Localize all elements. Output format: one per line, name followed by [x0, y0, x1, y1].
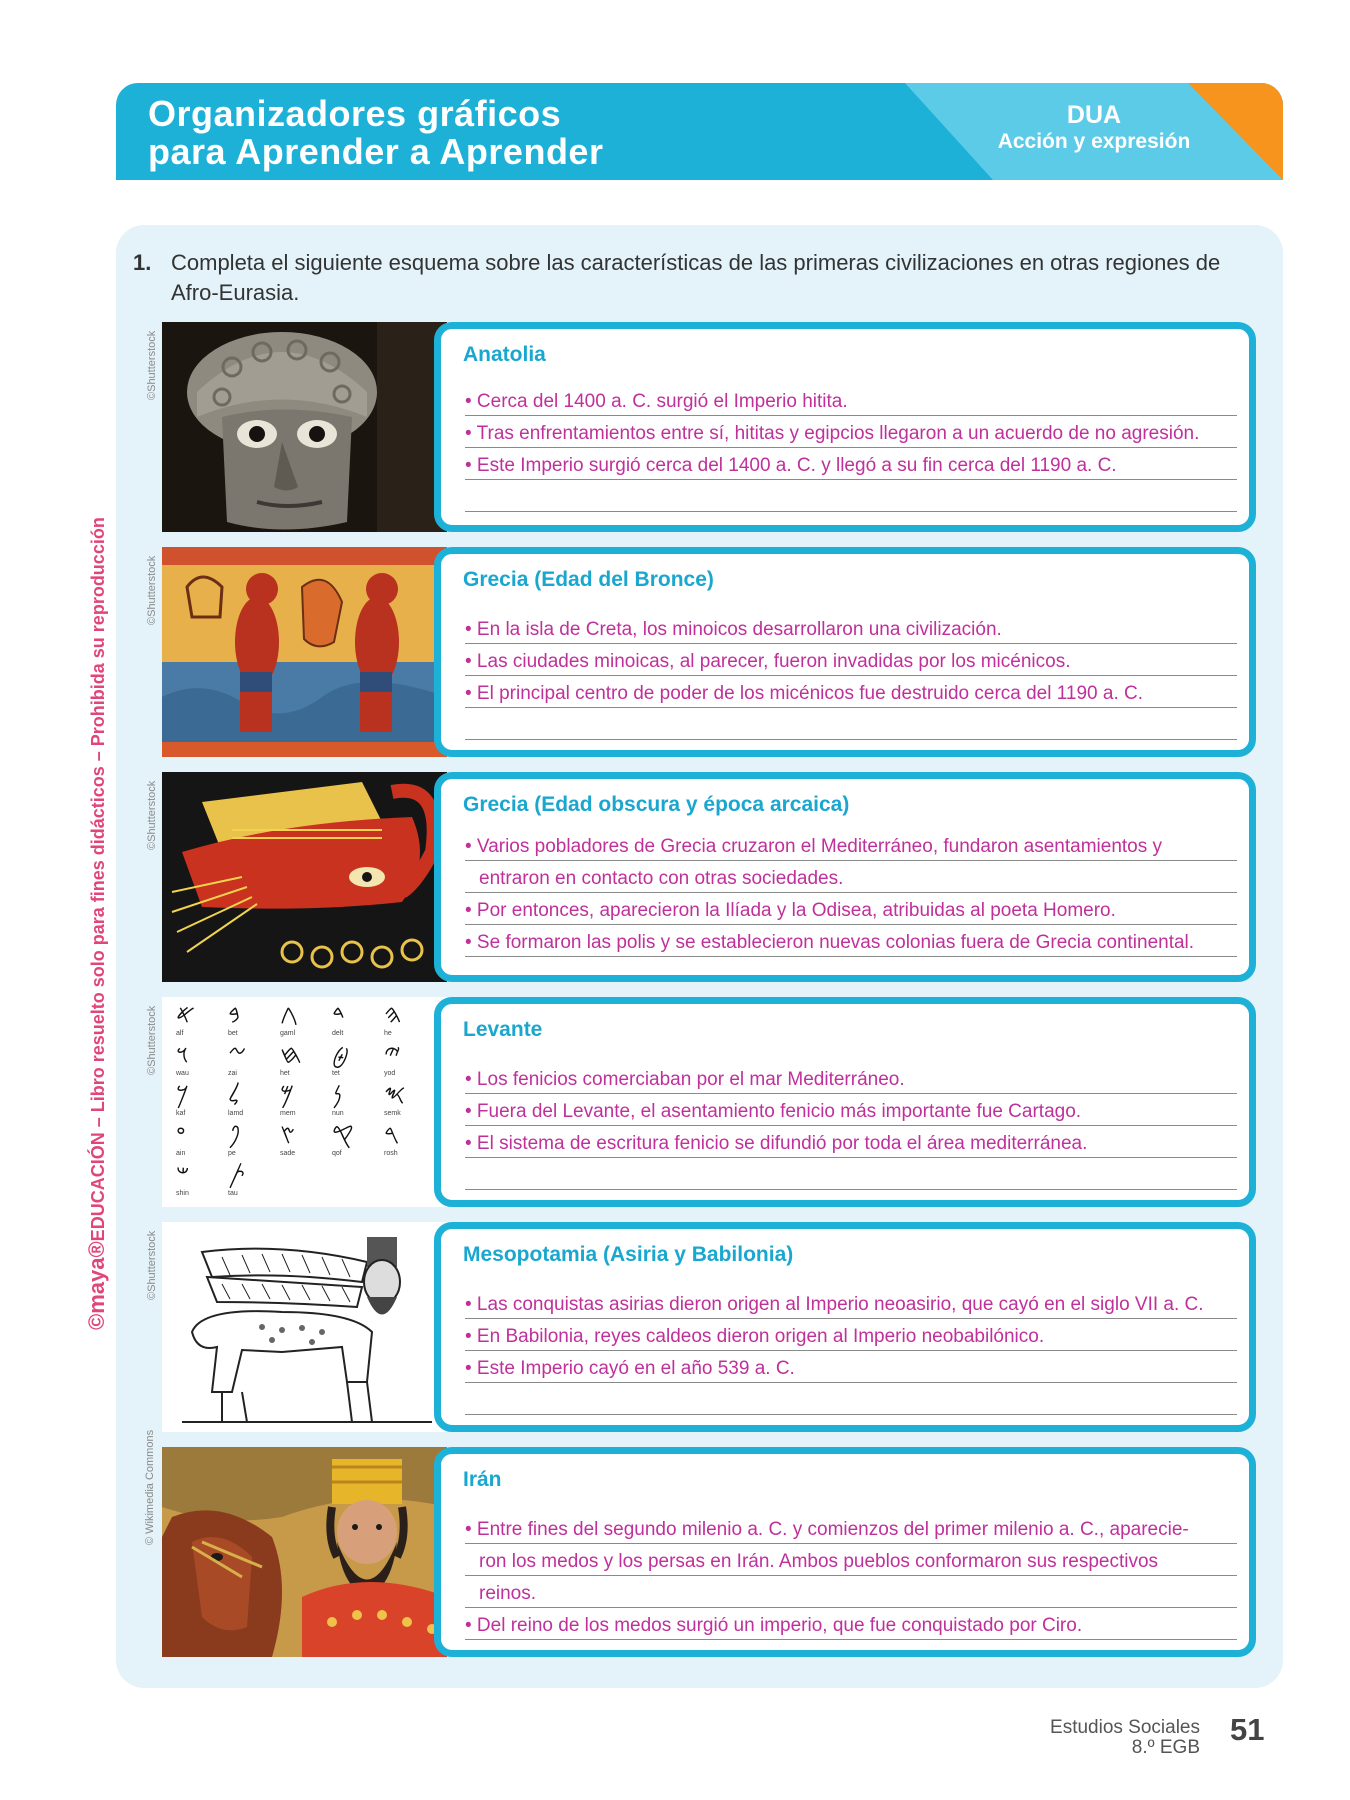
- letter-name: lamd: [228, 1110, 244, 1117]
- brand-logo: ©maya®: [84, 1241, 109, 1330]
- question: [133, 248, 1263, 308]
- page-title-line2: para Aprender a Aprender: [148, 131, 604, 172]
- section-title: Mesopotamia (Asiria y Babilonia): [463, 1243, 794, 1266]
- answer-lines: [465, 1287, 1237, 1415]
- letter-glyph: 𐤉: [384, 1040, 401, 1070]
- answer-line: • En la isla de Creta, los minoicos desarrollaron una civilización.: [465, 612, 1237, 644]
- letter-glyph: 𐤒: [332, 1120, 354, 1150]
- answer-line: • Este Imperio cayó en el año 539 a. C.: [465, 1351, 1237, 1383]
- answer-line: [465, 480, 1237, 512]
- page-title-line1: Organizadores gráficos: [148, 93, 562, 134]
- section-title: Grecia (Edad del Bronce): [463, 568, 714, 591]
- section-card-grecia-bronce: [434, 547, 1256, 757]
- answer-lines: [465, 1512, 1237, 1640]
- letter-name: mem: [280, 1110, 296, 1117]
- image-credit: © Wikimedia Commons: [144, 1429, 156, 1545]
- letter-name: yod: [384, 1070, 396, 1077]
- answer-line: • Del reino de los medos surgió un imperio, que fue conquistado por Ciro.: [465, 1608, 1237, 1640]
- letter-glyph: 𐤁: [228, 1000, 241, 1030]
- image-credit: ©Shutterstock: [146, 780, 158, 850]
- answer-line: • Se formaron las polis y se establecieron nuevas colonias fuera de Grecia continental.: [465, 925, 1237, 957]
- letter-name: delt: [332, 1030, 344, 1037]
- section-card-levante: [434, 997, 1256, 1207]
- letter-name: tet: [332, 1070, 340, 1077]
- minoan-fresco-image: [162, 547, 447, 757]
- greek-ship-image: [162, 772, 447, 982]
- letter-name: tau: [228, 1190, 238, 1197]
- answer-line: • El sistema de escritura fenicio se difundió por toda el área mediterránea.: [465, 1126, 1237, 1158]
- answer-lines: [465, 1062, 1237, 1190]
- lamassu-image: [162, 1222, 447, 1432]
- side-credit-text: EDUCACIÓN – Libro resuelto solo para fines didácticos – Prohibida su reproducción: [88, 517, 108, 1242]
- letter-glyph: 𐤔: [176, 1160, 190, 1190]
- alphabet-letter: [332, 1041, 384, 1081]
- image-credit: ©Shutterstock: [146, 1230, 158, 1300]
- letter-name: shin: [176, 1190, 189, 1197]
- answer-line: • Entre fines del segundo milenio a. C. y comienzos del primer milenio a. C., aparecie-: [465, 1512, 1237, 1544]
- answer-line: • Fuera del Levante, el asentamiento fenicio más importante fue Cartago.: [465, 1094, 1237, 1126]
- answer-line: • Las conquistas asirias dieron origen al Imperio neoasirio, que cayó en el siglo VII a. C.: [465, 1287, 1237, 1319]
- answer-line: [465, 708, 1237, 740]
- answer-line: • Cerca del 1400 a. C. surgió el Imperio hitita.: [465, 384, 1237, 416]
- alphabet-letter: [384, 1041, 436, 1081]
- alphabet-letter: [228, 1081, 280, 1121]
- answer-lines: [465, 384, 1237, 512]
- persian-king-image: [162, 1447, 447, 1657]
- alphabet-letter: [332, 1081, 384, 1121]
- answer-line: entraron en contacto con otras sociedades.: [465, 861, 1237, 893]
- answer-line: ron los medos y los persas en Irán. Ambos pueblos conformaron sus respectivos: [465, 1544, 1237, 1576]
- image-credit: ©Shutterstock: [146, 1005, 158, 1075]
- dua-title: DUA: [1066, 101, 1122, 129]
- alphabet-letter: [280, 1081, 332, 1121]
- section-card-mesopotamia: [434, 1222, 1256, 1432]
- letter-name: gaml: [280, 1030, 296, 1037]
- letter-name: pe: [228, 1150, 236, 1157]
- letter-name: het: [280, 1070, 290, 1077]
- answer-line: [465, 1158, 1237, 1190]
- question-number: 1.: [133, 250, 152, 275]
- alphabet-letter: [176, 1161, 228, 1201]
- letter-name: sade: [280, 1150, 296, 1157]
- letter-glyph: 𐤓: [384, 1120, 400, 1150]
- letter-glyph: 𐤎: [384, 1080, 406, 1110]
- section-card-iran: [434, 1447, 1256, 1657]
- letter-glyph: 𐤇: [280, 1040, 302, 1070]
- letter-glyph: 𐤌: [280, 1080, 295, 1110]
- letter-name: rosh: [384, 1150, 398, 1157]
- letter-name: zai: [228, 1070, 237, 1077]
- letter-glyph: 𐤊: [176, 1080, 190, 1110]
- alphabet-letter: [228, 1041, 280, 1081]
- alphabet-letter: [280, 1121, 332, 1161]
- page-title: [148, 95, 603, 171]
- question-text: Completa el siguiente esquema sobre las características de las primeras civilizaciones en otras regiones de Afro-Eurasia.: [171, 250, 1221, 305]
- dua-label: [964, 101, 1224, 155]
- alphabet-letter: [176, 1041, 228, 1081]
- letter-name: qof: [332, 1150, 342, 1157]
- image-credit: ©Shutterstock: [146, 555, 158, 625]
- image-credit: ©Shutterstock: [146, 330, 158, 400]
- grade-label: 8.º EGB: [1131, 1737, 1200, 1758]
- letter-name: he: [384, 1030, 392, 1037]
- hittite-head-image: [162, 322, 447, 532]
- answer-line: • El principal centro de poder de los micénicos fue destruido cerca del 1190 a. C.: [465, 676, 1237, 708]
- answer-lines: [465, 829, 1237, 957]
- letter-name: semk: [384, 1110, 401, 1117]
- alphabet-grid: [176, 1001, 441, 1201]
- letter-name: kaf: [176, 1110, 186, 1117]
- alphabet-letter: [384, 1081, 436, 1121]
- section-title: Levante: [463, 1018, 543, 1041]
- letter-name: bet: [228, 1030, 238, 1037]
- subject-name: Estudios Sociales: [1050, 1717, 1200, 1738]
- answer-line: • Este Imperio surgió cerca del 1400 a. C. y llegó a su fin cerca del 1190 a. C.: [465, 448, 1237, 480]
- letter-name: wau: [176, 1070, 189, 1077]
- answer-line: • Varios pobladores de Grecia cruzaron el Mediterráneo, fundaron asentamientos y: [465, 829, 1237, 861]
- header-banner: [116, 83, 1283, 180]
- alphabet-letter: [228, 1001, 280, 1041]
- letter-name: ain: [176, 1150, 186, 1157]
- alphabet-letter: [176, 1121, 228, 1161]
- letter-glyph: 𐤍: [332, 1080, 342, 1110]
- letter-name: nun: [332, 1110, 344, 1117]
- section-title: Anatolia: [463, 343, 546, 366]
- answer-line: • En Babilonia, reyes caldeos dieron origen al Imperio neobabilónico.: [465, 1319, 1237, 1351]
- letter-glyph: 𐤕: [228, 1160, 246, 1190]
- alphabet-letter: [280, 1001, 332, 1041]
- alphabet-letter: [228, 1161, 280, 1201]
- alphabet-letter: [176, 1001, 228, 1041]
- side-credit: [82, 480, 112, 1330]
- section-card-grecia-arcaica: [434, 772, 1256, 982]
- section-card-anatolia: [434, 322, 1256, 532]
- answer-line: • Por entonces, aparecieron la Ilíada y la Odisea, atribuidas al poeta Homero.: [465, 893, 1237, 925]
- alphabet-letter: [280, 1041, 332, 1081]
- letter-glyph: 𐤈: [332, 1040, 350, 1070]
- answer-line: • Los fenicios comerciaban por el mar Mediterráneo.: [465, 1062, 1237, 1094]
- alphabet-letter: [384, 1001, 436, 1041]
- alphabet-letter: [332, 1121, 384, 1161]
- letter-glyph: 𐤀: [176, 1000, 196, 1030]
- footer-subject: [1050, 1718, 1200, 1758]
- letter-glyph: 𐤃: [332, 1000, 345, 1030]
- alphabet-letter: [384, 1121, 436, 1161]
- answer-line: • Las ciudades minoicas, al parecer, fueron invadidas por los micénicos.: [465, 644, 1237, 676]
- letter-glyph: 𐤐: [228, 1120, 241, 1150]
- answer-line: • Tras enfrentamientos entre sí, hititas y egipcios llegaron a un acuerdo de no agresión.: [465, 416, 1237, 448]
- alphabet-letter: [176, 1081, 228, 1121]
- letter-glyph: 𐤂: [280, 1000, 299, 1030]
- letter-glyph: 𐤏: [176, 1120, 186, 1150]
- page-number: 51: [1230, 1712, 1265, 1747]
- letter-glyph: 𐤋: [228, 1080, 241, 1110]
- letter-glyph: 𐤄: [384, 1000, 402, 1030]
- answer-line: [465, 1383, 1237, 1415]
- phoenician-alphabet-image: [162, 997, 447, 1207]
- section-title: Irán: [463, 1468, 502, 1491]
- answer-lines: [465, 612, 1237, 740]
- section-title: Grecia (Edad obscura y época arcaica): [463, 793, 850, 816]
- alphabet-letter: [228, 1121, 280, 1161]
- letter-glyph: 𐤅: [176, 1040, 189, 1070]
- dua-subtitle: Acción y expresión: [997, 130, 1191, 153]
- answer-line: reinos.: [465, 1576, 1237, 1608]
- letter-name: alf: [176, 1030, 184, 1037]
- letter-glyph: 𐤑: [280, 1120, 296, 1150]
- alphabet-letter: [332, 1001, 384, 1041]
- letter-glyph: 𐤆: [228, 1040, 247, 1070]
